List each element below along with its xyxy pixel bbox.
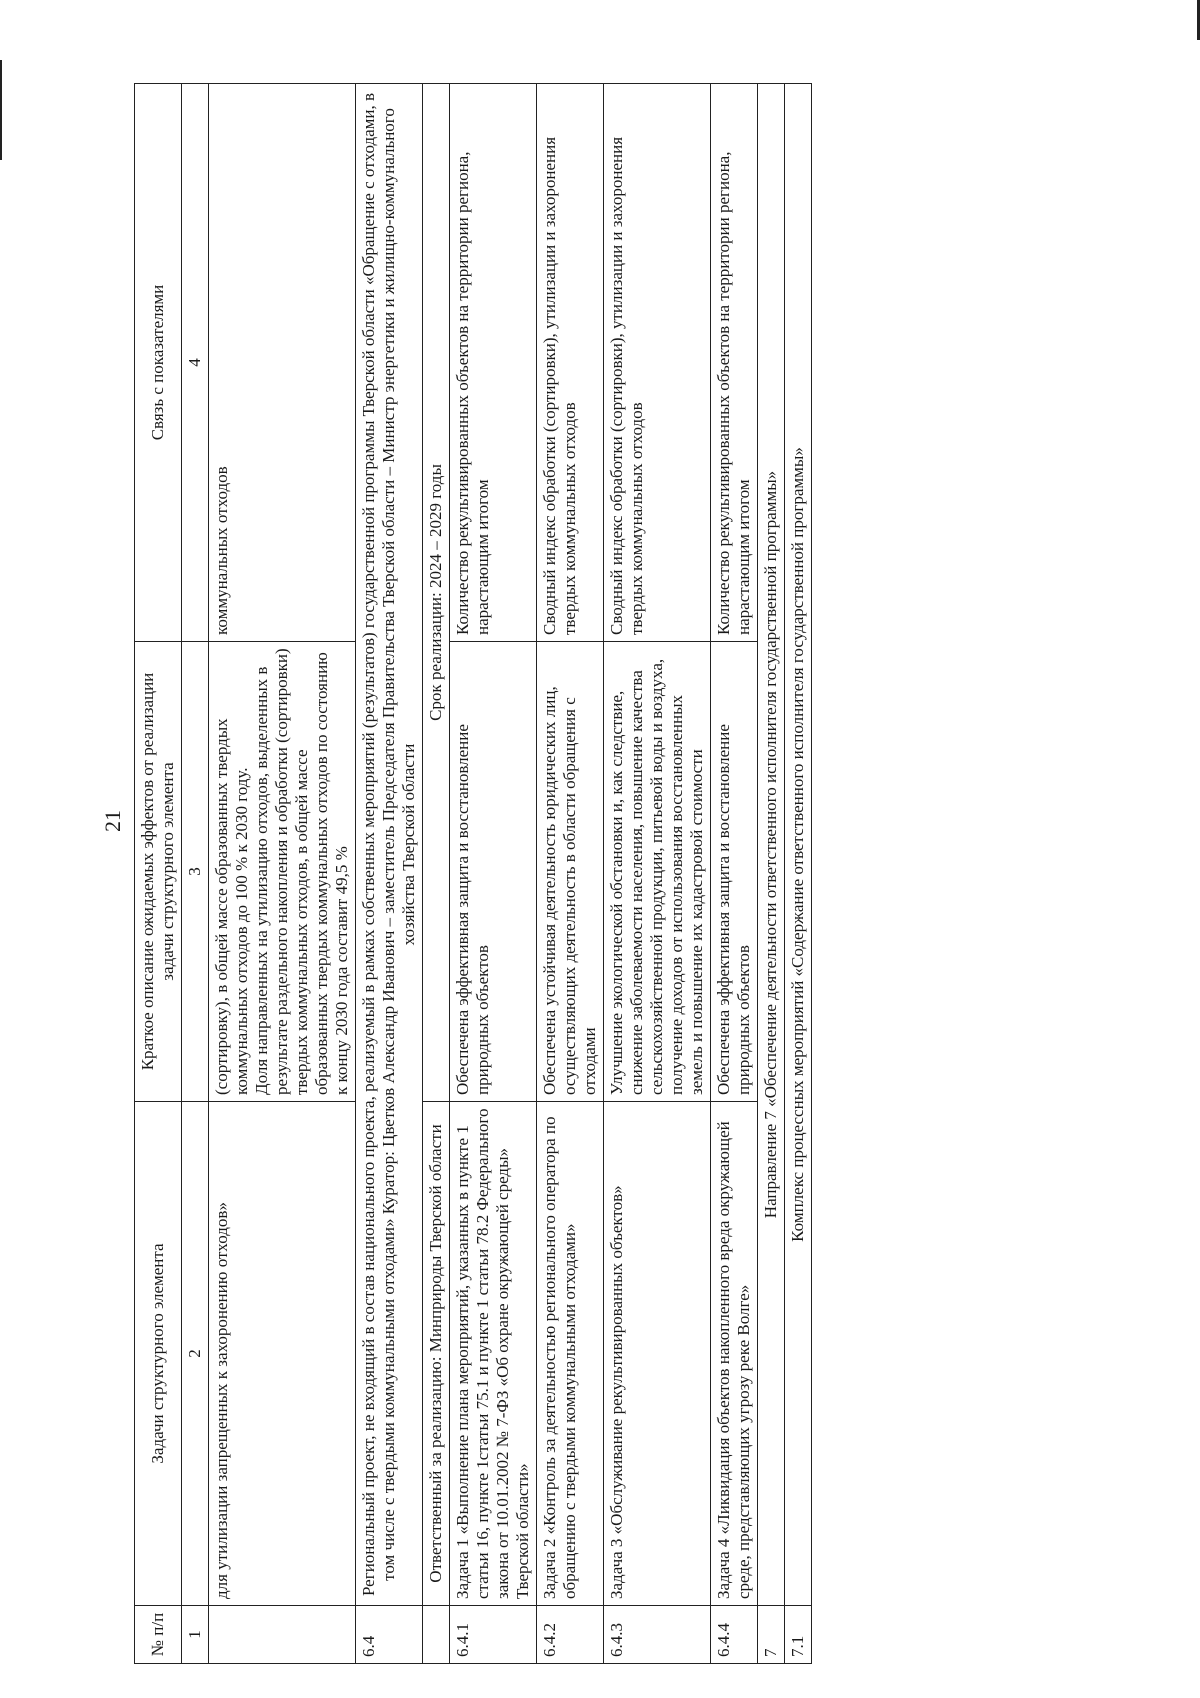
table-row-responsible [423, 84, 450, 1664]
task-cell: Задача 4 «Ликвидация объектов накопленного вреда окружающей среде, представляющих угрозу реке Волге» [711, 1102, 758, 1606]
table-row-7-1 [785, 84, 812, 1664]
column-number-row [182, 84, 209, 1664]
row-number: 6.4.1 [450, 1606, 537, 1664]
regional-project-title: Региональный проект, не входящий в состав национального проекта, реализуемый в рамках собственных мероприятий (результатов) государственной программы Тверской области «Обращение с отходами, в том числе с твердыми коммунальными отходами» Куратор: Цветков Александр Иванович – заместитель Председателя Правительства Тверской области – Министр энергетики и жилищно-коммунального хозяйства Тверской области [356, 84, 423, 1606]
task-cell: Задача 3 «Обслуживание рекультивированных объектов» [604, 1102, 711, 1606]
header-cell-indicators: Связь с показателями [135, 84, 182, 642]
table-row-6-4-4 [711, 84, 758, 1664]
effect-cell: Улучшение экологической обстановки и, как следствие, снижение заболеваемости населения, повышение качества сельскохозяйственной продукции, питьевой воды и воздуха, получение доходов от использования восстановленных земель и повышение их кадастровой стоимости [604, 642, 711, 1102]
row-number [209, 1606, 356, 1664]
table-row-6-4-3 [604, 84, 711, 1664]
effect-cell [209, 642, 356, 1102]
row-number: 7.1 [785, 1606, 812, 1664]
effect-cell: Обеспечена устойчивая деятельность юридических лиц, осуществляющих деятельность в области обращения с отходами [537, 642, 604, 1102]
header-cell-effects: Краткое описание ожидаемых эффектов от реализации задачи структурного элемента [135, 642, 182, 1102]
column-number: 2 [182, 1102, 209, 1606]
table-row-7 [758, 84, 785, 1664]
indicator-cell: Сводный индекс обработки (сортировки), утилизации и захоронения твердых коммунальных отходов [604, 84, 711, 642]
indicator-cell: коммунальных отходов [209, 84, 356, 642]
table-row-6-4-1 [450, 84, 537, 1664]
column-number: 3 [182, 642, 209, 1102]
row-number: 6.4 [356, 1606, 423, 1664]
direction-title: Направление 7 «Обеспечение деятельности ответственного исполнителя государственной программы» [758, 84, 785, 1606]
task-cell: Задача 1 «Выполнение плана мероприятий, указанных в пункте 1 статьи 16, пункте 1статьи 75.1 и пункте 1 статьи 78.2 Федерального закона от 10.01.2002 № 7-ФЗ «Об охране окружающей среды» Тверской области» [450, 1102, 537, 1606]
effect-cell: Обеспечена эффективная защита и восстановление природных объектов [711, 642, 758, 1102]
table-row-6-4-2 [537, 84, 604, 1664]
effect-cell: Обеспечена эффективная защита и восстановление природных объектов [450, 642, 537, 1102]
task-cell: Задача 2 «Контроль за деятельностью регионального оператора по обращению с твердыми коммунальными отходами» [537, 1102, 604, 1606]
indicator-cell: Сводный индекс обработки (сортировки), утилизации и захоронения твердых коммунальных отходов [537, 84, 604, 642]
period-cell: Срок реализации: 2024 – 2029 годы [423, 84, 450, 1102]
row-number: 6.4.2 [537, 1606, 604, 1664]
scan-edge-mark [0, 60, 2, 160]
header-row [135, 84, 182, 1664]
task-cell: для утилизации запрещенных к захоронению отходов» [209, 1102, 356, 1606]
row-number: 6.4.3 [604, 1606, 711, 1664]
rotated-table-wrapper [134, 84, 1134, 1664]
effect-text: Доля направленных на утилизацию отходов, выделенных в результате раздельного накопления и обработки (сортировки) твердых коммунальных отходов, в общей массе образованных твердых коммунальных отходов по состоянию к концу 2030 года составит 49,5 % [252, 648, 351, 1095]
process-complex-title: Комплекс процессных мероприятий «Содержание ответственного исполнителя государственной программы» [785, 84, 812, 1606]
column-number: 4 [182, 84, 209, 642]
effect-text: (сортировку), в общей массе образованных твердых коммунальных отходов до 100 % к 2030 году. [212, 718, 251, 1095]
row-number: 7 [758, 1606, 785, 1664]
column-number: 1 [182, 1606, 209, 1664]
program-tasks-table [134, 83, 812, 1664]
indicator-cell: Количество рекультивированных объектов на территории региона, нарастающим итогом [711, 84, 758, 642]
header-cell-tasks: Задачи структурного элемента [135, 1102, 182, 1606]
table-row-6-4 [356, 84, 423, 1664]
row-number [423, 1606, 450, 1664]
header-cell-number: № п/п [135, 1606, 182, 1664]
table-row-continued [209, 84, 356, 1664]
row-number: 6.4.4 [711, 1606, 758, 1664]
page-number: 21 [100, 810, 125, 832]
responsible-cell: Ответственный за реализацию: Минприроды Тверской области [423, 1102, 450, 1606]
indicator-cell: Количество рекультивированных объектов на территории региона, нарастающим итогом [450, 84, 537, 642]
